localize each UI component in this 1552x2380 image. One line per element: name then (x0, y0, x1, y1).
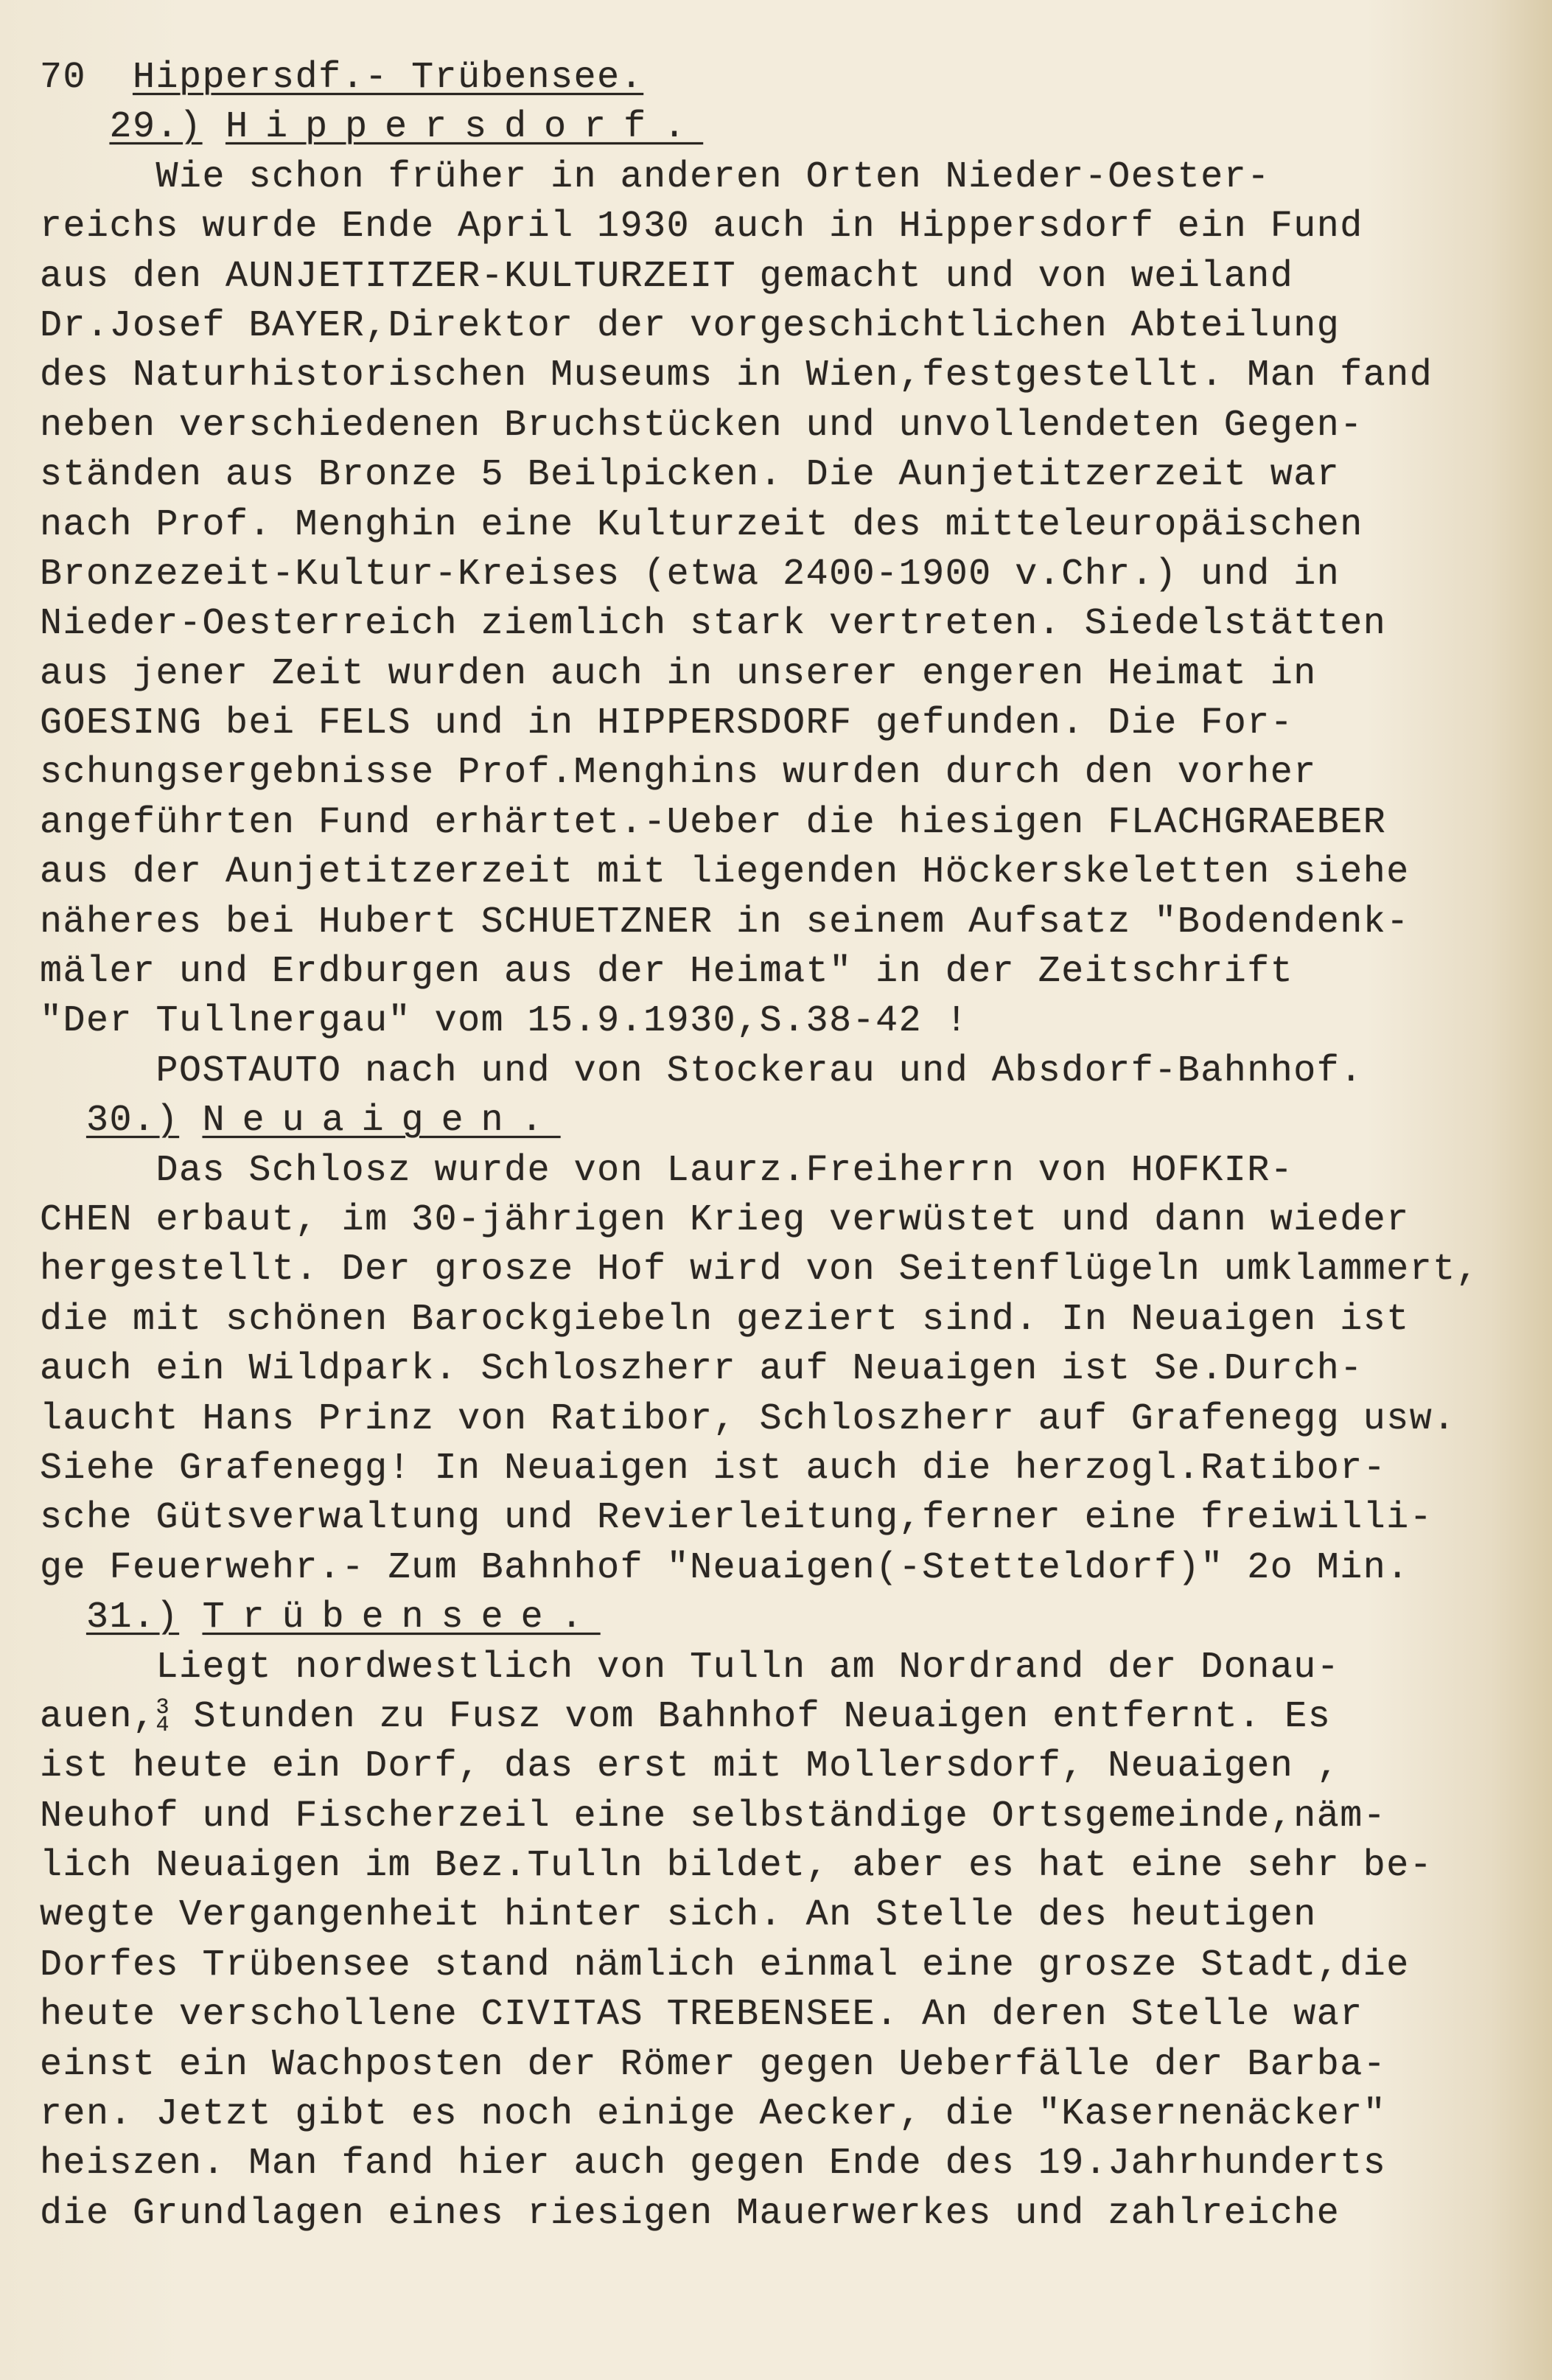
text-line: ge Feuerwehr.- Zum Bahnhof "Neuaigen(-Stetteldorf)" 2o Min. (40, 1546, 1410, 1589)
section-title: Trübensee. (202, 1596, 601, 1639)
text-line: Dorfes Trübensee stand nämlich einmal eine grosze Stadt,die (40, 1944, 1410, 1986)
text-line: Das Schlosz wurde von Laurz.Freiherrn von HOFKIR- (40, 1149, 1294, 1192)
section-number: 31.) (86, 1596, 180, 1639)
section-heading-31 (40, 1593, 1528, 1642)
text-line: auch ein Wildpark. Schloszherr auf Neuaigen ist Se.Durch- (40, 1348, 1363, 1391)
typewritten-text-body (40, 53, 1528, 2238)
fraction-three-quarters (155, 1695, 171, 1738)
text-line: GOESING bei FELS und in HIPPERSDORF gefunden. Die For- (40, 702, 1294, 745)
text-line: wegte Vergangenheit hinter sich. An Stelle des heutigen (40, 1894, 1317, 1937)
text-line: angeführten Fund erhärtet.-Ueber die hiesigen FLACHGRAEBER (40, 801, 1387, 844)
text-line: hergestellt. Der grosze Hof wird von Seitenflügeln umklammert, (40, 1249, 1480, 1291)
text-line: schungsergebnisse Prof.Menghins wurden durch den vorher (40, 752, 1317, 795)
text-line: nach Prof. Menghin eine Kulturzeit des mitteleuropäischen (40, 503, 1363, 546)
text-line: Nieder-Oesterreich ziemlich stark vertreten. Siedelstätten (40, 603, 1387, 646)
page-header (40, 53, 1528, 102)
running-header: Hippersdf.- Trübensee. (133, 57, 644, 99)
text-line: näheres bei Hubert SCHUETZNER in seinem Aufsatz "Bodendenk- (40, 901, 1410, 943)
section-heading-29 (40, 102, 1528, 152)
text-line: Wie schon früher in anderen Orten Nieder-Oester- (40, 156, 1270, 198)
section-title: Hippersdorf. (226, 106, 704, 149)
text-line: die Grundlagen eines riesigen Mauerwerkes und zahlreiche (40, 2192, 1340, 2235)
section-heading-30 (40, 1096, 1528, 1145)
text-line: reichs wurde Ende April 1930 auch in Hippersdorf ein Fund (40, 206, 1363, 248)
page-number: 70 (40, 57, 87, 99)
text-line: Liegt nordwestlich von Tulln am Nordrand der Donau- (40, 1646, 1340, 1689)
text-fragment: Stunden zu Fusz vom Bahnhof Neuaigen entfernt. Es (170, 1695, 1332, 1738)
text-line: aus den AUNJETITZER-KULTURZEIT gemacht und von weiland (40, 255, 1294, 298)
text-line: heute verschollene CIVITAS TREBENSEE. An deren Stelle war (40, 1994, 1363, 2037)
text-line: ren. Jetzt gibt es noch einige Aecker, die "Kasernenäcker" (40, 2093, 1387, 2136)
section-title: Neuaigen. (202, 1100, 561, 1142)
section-31-body (40, 1643, 1528, 2239)
section-number: 29.) (109, 106, 203, 149)
text-line: CHEN erbaut, im 30-jährigen Krieg verwüstet und dann wieder (40, 1198, 1410, 1241)
text-line: ständen aus Bronze 5 Beilpicken. Die Aunjetitzerzeit war (40, 454, 1340, 497)
fraction-numerator: 3 (155, 1695, 171, 1720)
text-line: Siehe Grafenegg! In Neuaigen ist auch die herzogl.Ratibor- (40, 1447, 1387, 1490)
text-line: des Naturhistorischen Museums in Wien,festgestellt. Man fand (40, 355, 1433, 397)
text-line: aus der Aunjetitzerzeit mit liegenden Höckerskeletten siehe (40, 851, 1410, 894)
section-number: 30.) (86, 1100, 180, 1142)
text-line: Neuhof und Fischerzeil eine selbständige Ortsgemeinde,näm- (40, 1795, 1387, 1838)
text-line: ist heute ein Dorf, das erst mit Mollersdorf, Neuaigen , (40, 1745, 1340, 1788)
text-line: heiszen. Man fand hier auch gegen Ende des 19.Jahrhunderts (40, 2143, 1387, 2185)
text-line: lich Neuaigen im Bez.Tulln bildet, aber es hat eine sehr be- (40, 1845, 1433, 1888)
text-line-with-fraction (40, 1692, 1528, 1742)
text-line: mäler und Erdburgen aus der Heimat" in der Zeitschrift (40, 951, 1294, 994)
section-29-body (40, 153, 1528, 1096)
text-line: neben verschiedenen Bruchstücken und unvollendeten Gegen- (40, 404, 1363, 447)
text-line: Dr.Josef BAYER,Direktor der vorgeschichtlichen Abteilung (40, 304, 1340, 347)
text-line: einst ein Wachposten der Römer gegen Ueberfälle der Barba- (40, 2043, 1387, 2086)
text-fragment: auen, (40, 1695, 156, 1738)
fraction-denominator: 4 (155, 1712, 171, 1738)
text-line: laucht Hans Prinz von Ratibor, Schloszherr auf Grafenegg usw. (40, 1397, 1456, 1440)
text-line: sche Gütsverwaltung und Revierleitung,ferner eine freiwilli- (40, 1497, 1433, 1540)
text-line: "Der Tullnergau" vom 15.9.1930,S.38-42 ! (40, 1000, 969, 1043)
text-line: aus jener Zeit wurden auch in unserer engeren Heimat in (40, 652, 1317, 695)
text-line: die mit schönen Barockgiebeln geziert sind. In Neuaigen ist (40, 1298, 1410, 1341)
text-line: POSTAUTO nach und von Stockerau und Absdorf-Bahnhof. (40, 1050, 1363, 1092)
section-30-body (40, 1146, 1528, 1594)
text-line: Bronzezeit-Kultur-Kreises (etwa 2400-1900 v.Chr.) und in (40, 553, 1340, 596)
